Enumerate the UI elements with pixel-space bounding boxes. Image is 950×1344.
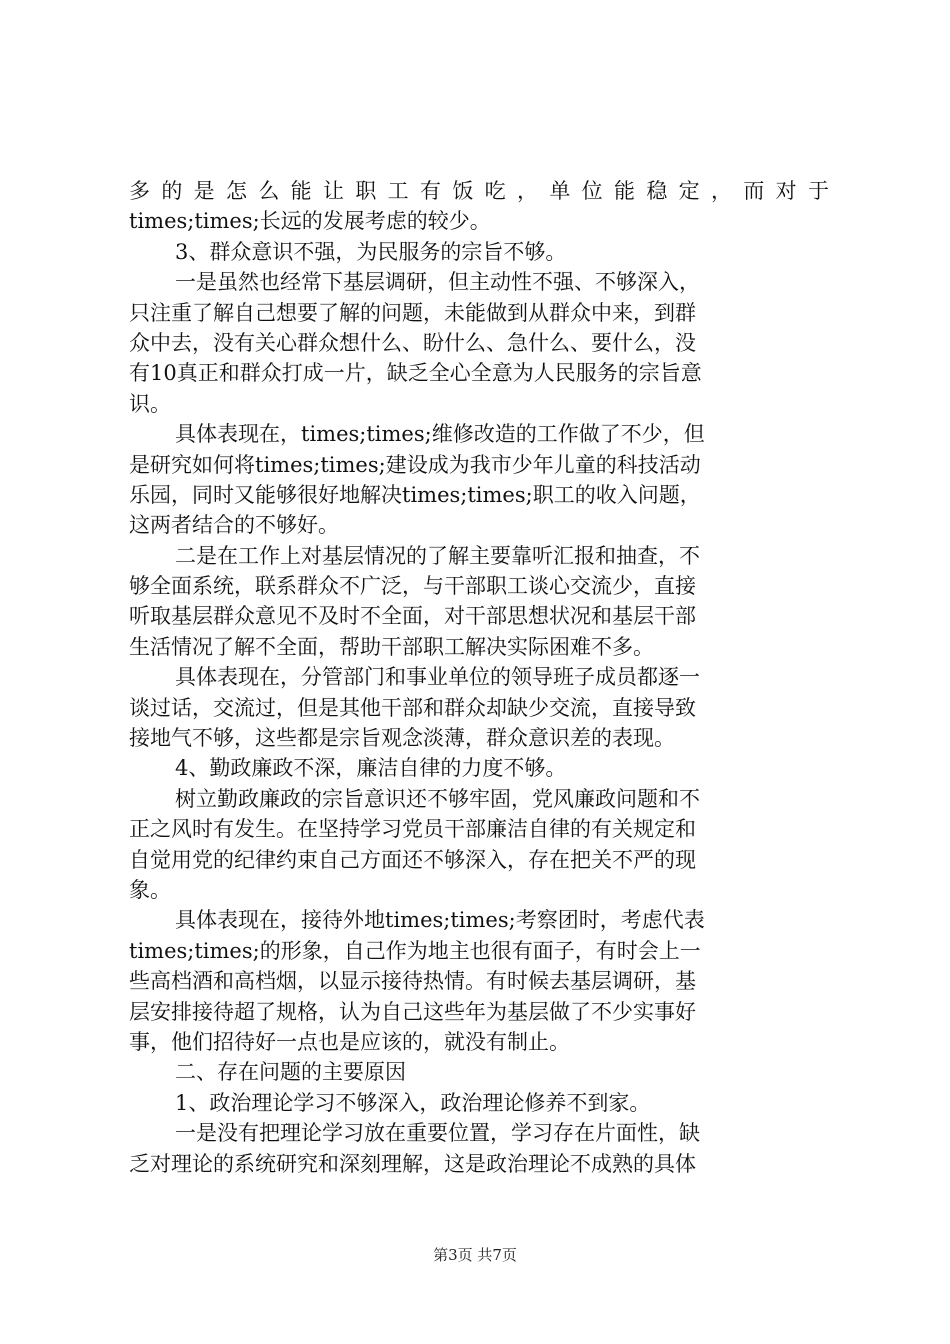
- text-line: 接地气不够，这些都是宗旨观念淡薄，群众意识差的表现。: [129, 726, 675, 751]
- text-line: 二、存在问题的主要原因: [175, 1060, 406, 1085]
- text-line: 具体表现在，分管部门和事业单位的领导班子成员都逐一: [175, 665, 700, 690]
- text-line: 层安排接待超了规格，认为自己这些年为基层做了不少实事好: [129, 999, 696, 1024]
- text-line: 乏对理论的系统研究和深刻理解，这是政治理论不成熟的具体: [129, 1151, 696, 1176]
- text-line: 4、勤政廉政不深，廉洁自律的力度不够。: [175, 756, 567, 781]
- text-line: 有10真正和群众打成一片，缺乏全心全意为人民服务的宗旨意: [129, 361, 702, 386]
- text-line: 象。: [129, 877, 171, 902]
- text-line: 够全面系统，联系群众不广泛，与干部职工谈心交流少，直接: [129, 574, 696, 599]
- text-line: 1、政治理论学习不够深入，政治理论修养不到家。: [175, 1090, 651, 1115]
- text-line: 正之风时有发生。在坚持学习党员干部廉洁自律的有关规定和: [129, 817, 696, 842]
- document-body: [129, 176, 829, 1179]
- text-line: 这两者结合的不够好。: [129, 513, 339, 538]
- text-line: 些高档酒和高档烟，以显示接待热情。有时候去基层调研，基: [129, 969, 696, 994]
- text-line: 具体表现在，times;times;维修改造的工作做了不少，但: [175, 422, 705, 447]
- text-line: 3、群众意识不强，为民服务的宗旨不够。: [175, 239, 567, 264]
- text-line: 乐园，同时又能够很好地解决times;times;职工的收入问题，: [129, 482, 701, 507]
- text-line: 二是在工作上对基层情况的了解主要靠听汇报和抽查，不: [175, 543, 700, 568]
- text-line: 一是没有把理论学习放在重要位置，学习存在片面性，缺: [175, 1121, 700, 1146]
- text-line: 听取基层群众意见不及时不全面，对干部思想状况和基层干部: [129, 604, 696, 629]
- text-line: 一是虽然也经常下基层调研，但主动性不强、不够深入，: [175, 270, 700, 295]
- text-line: 只注重了解自己想要了解的问题，未能做到从群众中来，到群: [129, 300, 696, 325]
- text-line: 谈过话，交流过，但是其他干部和群众却缺少交流，直接导致: [129, 695, 696, 720]
- text-line: 树立勤政廉政的宗旨意识还不够牢固，党风廉政问题和不: [175, 786, 700, 811]
- text-line: 自觉用党的纪律约束自己方面还不够深入，存在把关不严的现: [129, 847, 696, 872]
- page-footer: 第3页 共7页: [433, 1246, 517, 1264]
- text-line: 众中去，没有关心群众想什么、盼什么、急什么、要什么，没: [129, 330, 696, 355]
- text-line: 生活情况了解不全面，帮助干部职工解决实际困难不多。: [129, 634, 654, 659]
- text-line: times;times;的形象，自己作为地主也很有面子，有时会上一: [129, 938, 701, 963]
- text-line: times;times;长远的发展考虑的较少。: [129, 209, 491, 234]
- text-line: 识。: [129, 391, 171, 416]
- text-line: 多的是怎么能让职工有饭吃，单位能稳定，而对于: [129, 179, 829, 203]
- text-line: 具体表现在，接待外地times;times;考察团时，考虑代表: [175, 908, 705, 933]
- text-line: 事，他们招待好一点也是应该的，就没有制止。: [129, 1029, 570, 1054]
- text-line: 是研究如何将times;times;建设成为我市少年儿童的科技活动: [129, 452, 701, 477]
